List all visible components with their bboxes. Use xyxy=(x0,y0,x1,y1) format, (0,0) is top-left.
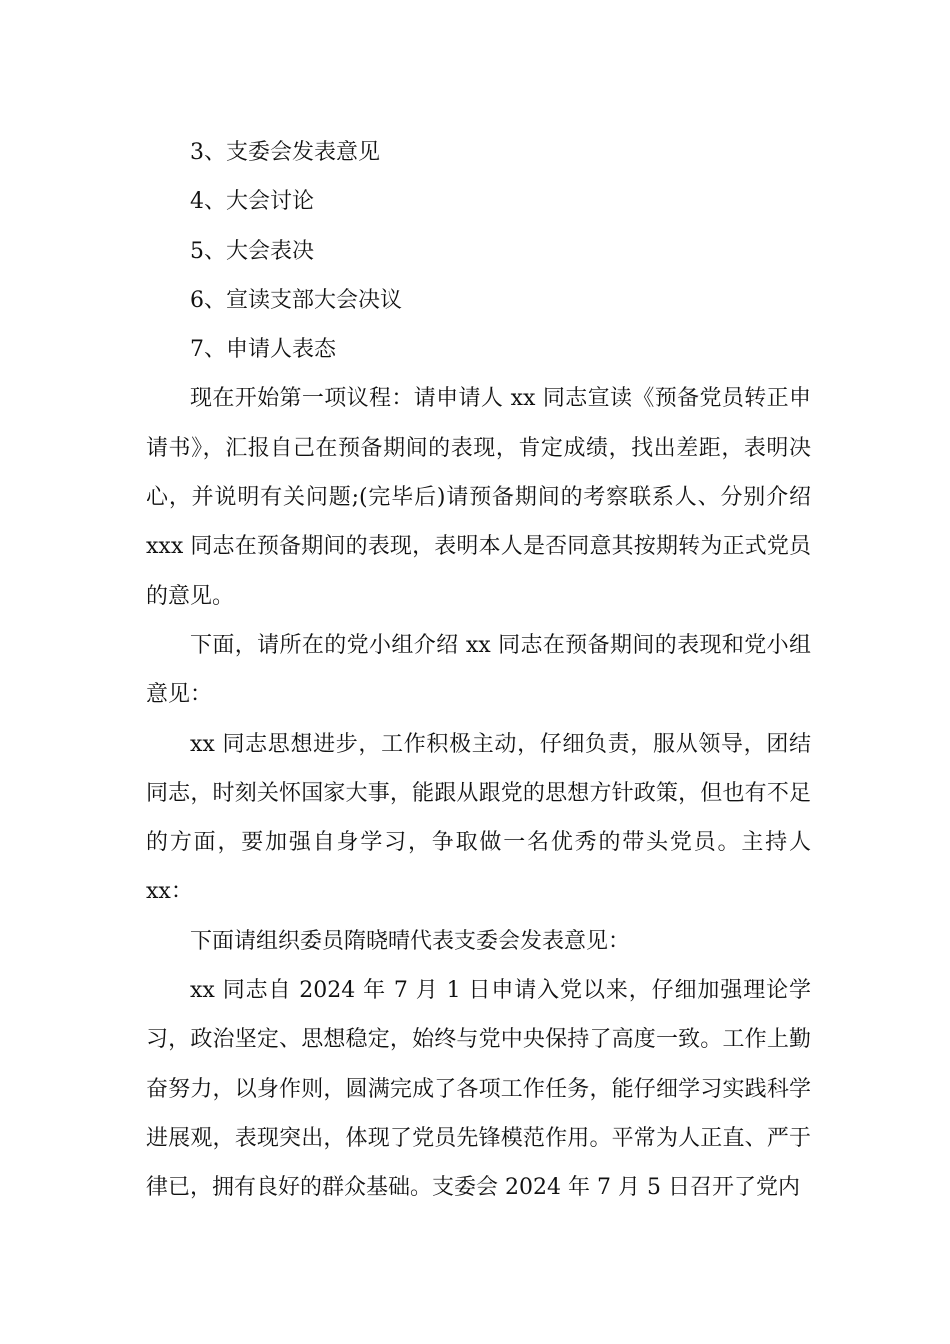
agenda-item-3: 3、支委会发表意见 xyxy=(190,140,380,165)
paragraph-party-group-intro: 下面，请所在的党小组介绍 xx 同志在预备期间的表现和党小组意见： xyxy=(146,632,811,708)
document-body xyxy=(146,128,811,1213)
agenda-item-5: 5、大会表决 xyxy=(190,238,314,264)
agenda-item-6: 6、宣读支部大会决议 xyxy=(190,287,402,313)
agenda-item-7: 7、申请人表态 xyxy=(190,337,336,363)
paragraph-committee-opinion: xx 同志自 2024 年 7 月 1 日申请入党以来，仔细加强理论学习，政治坚定、思想稳定，始终与党中央保持了高度一致。工作上勤奋努力，以身作则，圆满完成了各项工作任务，能仔细学习实践科学进展观，表现突出，体现了党员先锋模范作用。平常为人正直、严于律已，拥有良好的群众基础。支委会 2024 年 7 月 5 日召开了党内 xyxy=(146,978,811,1201)
paragraph-party-group-opinion: xx 同志思想进步，工作积极主动，仔细负责，服从领导，团结同志，时刻关怀国家大事，能跟从跟党的思想方针政策，但也有不足的方面，要加强自身学习，争取做一名优秀的带头党员。主持人 xx： xyxy=(146,731,811,905)
agenda-item-4: 4、大会讨论 xyxy=(190,189,314,215)
paragraph-committee-intro: 下面请组织委员隋晓晴代表支委会发表意见： xyxy=(190,928,631,954)
paragraph-first-agenda: 现在开始第一项议程：请申请人 xx 同志宣读《预备党员转正申请书》，汇报自己在预备期间的表现，肯定成绩，找出差距，表明决心，并说明有关问题;(完毕后)请预备期间的考察联系人、分别介绍 xxx 同志在预备期间的表现，表明本人是否同意其按期转为正式党员的意见。 xyxy=(146,386,811,609)
